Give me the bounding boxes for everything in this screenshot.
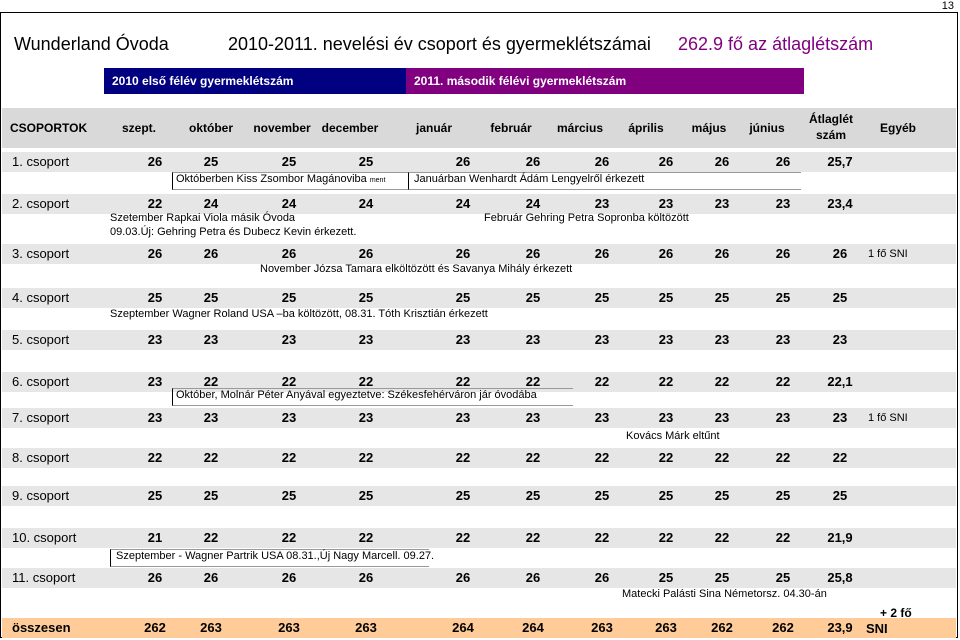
row-label: 5. csoport bbox=[12, 332, 70, 347]
row-average: 23,4 bbox=[827, 196, 853, 211]
row-value: 26 bbox=[594, 246, 610, 261]
row-value: 26 bbox=[147, 246, 163, 261]
band-second-semester: 2011. második félévi gyermeklétszám bbox=[406, 68, 804, 94]
totals-value: 264 bbox=[452, 620, 474, 635]
row-value: 23 bbox=[714, 410, 730, 425]
totals-row bbox=[2, 618, 956, 638]
row-value: 25 bbox=[281, 154, 297, 169]
row-value: 26 bbox=[203, 570, 219, 585]
table-row bbox=[2, 152, 956, 172]
row-value: 25 bbox=[455, 488, 471, 503]
row-value: 23 bbox=[594, 332, 610, 347]
row-value: 26 bbox=[358, 570, 374, 585]
row-value: 22 bbox=[281, 374, 297, 389]
table-row bbox=[2, 244, 956, 264]
row-value: 25 bbox=[525, 488, 541, 503]
row-value: 24 bbox=[203, 196, 219, 211]
row-value: 22 bbox=[525, 530, 541, 545]
row-label: 10. csoport bbox=[12, 530, 77, 545]
row-value: 22 bbox=[281, 450, 297, 465]
row-value: 26 bbox=[147, 154, 163, 169]
header-month: november bbox=[253, 121, 311, 135]
table-row bbox=[2, 568, 956, 588]
row-value: 22 bbox=[281, 530, 297, 545]
row-average: 21,9 bbox=[827, 530, 853, 545]
row-value: 25 bbox=[203, 488, 219, 503]
table-row bbox=[2, 408, 956, 428]
row-value: 25 bbox=[147, 488, 163, 503]
header-month: szept. bbox=[121, 121, 157, 135]
row-value: 23 bbox=[203, 332, 219, 347]
row-value: 22 bbox=[658, 530, 674, 545]
header-month: május bbox=[691, 121, 727, 135]
row-average: 25 bbox=[832, 488, 848, 503]
row-value: 25 bbox=[714, 570, 730, 585]
row-value: 23 bbox=[147, 374, 163, 389]
totals-value: 262 bbox=[711, 620, 733, 635]
row-average: 23 bbox=[832, 332, 848, 347]
row-value: 22 bbox=[594, 450, 610, 465]
note-row1-left bbox=[176, 173, 385, 185]
row-label: 3. csoport bbox=[12, 246, 70, 261]
totals-value: 264 bbox=[522, 620, 544, 635]
row-value: 26 bbox=[658, 246, 674, 261]
row-value: 24 bbox=[455, 196, 471, 211]
row-value: 25 bbox=[358, 488, 374, 503]
row-value: 23 bbox=[281, 410, 297, 425]
row-value: 23 bbox=[775, 196, 791, 211]
row-label: 8. csoport bbox=[12, 450, 70, 465]
row-value: 23 bbox=[594, 410, 610, 425]
row-value: 26 bbox=[594, 570, 610, 585]
band-first-semester: 2010 első félév gyermeklétszám bbox=[104, 68, 406, 94]
row-value: 26 bbox=[281, 570, 297, 585]
row-value: 25 bbox=[775, 488, 791, 503]
row-value: 25 bbox=[147, 290, 163, 305]
totals-value: 263 bbox=[200, 620, 222, 635]
row-value: 26 bbox=[525, 246, 541, 261]
row-value: 25 bbox=[358, 290, 374, 305]
row-value: 24 bbox=[525, 196, 541, 211]
row-average: 26 bbox=[832, 246, 848, 261]
totals-average: 23,9 bbox=[827, 620, 853, 635]
note-row1-left-text: Októberben Kiss Zsombor Magánoviba bbox=[176, 173, 367, 185]
table-row bbox=[2, 486, 956, 506]
row-average: 25 bbox=[832, 290, 848, 305]
row-value: 26 bbox=[714, 246, 730, 261]
row-value: 22 bbox=[358, 450, 374, 465]
note-row7: Kovács Márk eltűnt bbox=[626, 430, 720, 442]
note-row1-left-small: ment bbox=[369, 177, 386, 184]
header-average-line1: Átlaglét bbox=[808, 112, 854, 126]
row-value: 22 bbox=[203, 374, 219, 389]
row-value: 23 bbox=[455, 332, 471, 347]
note-row2-second: 09.03.Új: Gehring Petra és Dubecz Kevin érkezett. bbox=[110, 226, 357, 238]
table-row bbox=[2, 448, 956, 468]
totals-value: 263 bbox=[355, 620, 377, 635]
row-value: 26 bbox=[525, 154, 541, 169]
row-value: 25 bbox=[714, 290, 730, 305]
page-number: 13 bbox=[941, 0, 954, 12]
row-value: 26 bbox=[455, 154, 471, 169]
row-value: 23 bbox=[358, 410, 374, 425]
row-value: 26 bbox=[455, 570, 471, 585]
row-value: 25 bbox=[455, 290, 471, 305]
note-row6: Október, Molnár Péter Anyával egyeztetve: Székesfehérváron jár óvodába bbox=[176, 389, 537, 401]
row-value: 22 bbox=[594, 374, 610, 389]
row-average: 25,7 bbox=[827, 154, 853, 169]
row-value: 22 bbox=[147, 196, 163, 211]
row-value: 23 bbox=[358, 332, 374, 347]
header-month: január bbox=[415, 121, 453, 135]
row-value: 22 bbox=[203, 450, 219, 465]
row-average: 22,1 bbox=[827, 374, 853, 389]
row-value: 22 bbox=[775, 374, 791, 389]
totals-other-line2: SNI bbox=[866, 621, 888, 636]
row-value: 25 bbox=[594, 488, 610, 503]
row-value: 22 bbox=[714, 530, 730, 545]
row-value: 22 bbox=[455, 374, 471, 389]
row-value: 26 bbox=[203, 246, 219, 261]
header-month: április bbox=[628, 121, 664, 135]
row-value: 26 bbox=[455, 246, 471, 261]
note-row4: Szeptember Wagner Roland USA –ba költözött, 08.31. Tóth Krisztián érkezett bbox=[110, 308, 488, 320]
row-value: 26 bbox=[775, 154, 791, 169]
note-row11: Matecki Palásti Sina Németorsz. 04.30-án bbox=[622, 588, 827, 600]
row-value: 22 bbox=[775, 530, 791, 545]
row-value: 23 bbox=[525, 410, 541, 425]
row-value: 26 bbox=[594, 154, 610, 169]
header-other: Egyéb bbox=[879, 121, 917, 135]
row-value: 22 bbox=[775, 450, 791, 465]
row-value: 26 bbox=[658, 154, 674, 169]
totals-value: 263 bbox=[591, 620, 613, 635]
row-value: 23 bbox=[658, 332, 674, 347]
row-value: 25 bbox=[281, 488, 297, 503]
row-value: 25 bbox=[525, 290, 541, 305]
row-value: 25 bbox=[358, 154, 374, 169]
row-value: 26 bbox=[358, 246, 374, 261]
row-value: 25 bbox=[658, 488, 674, 503]
row-other: 1 fő SNI bbox=[868, 412, 908, 424]
title-subject: 2010-2011. nevelési év csoport és gyermeklétszámai bbox=[228, 34, 651, 54]
header-month: október bbox=[188, 121, 234, 135]
row-value: 25 bbox=[775, 570, 791, 585]
row-value: 23 bbox=[714, 332, 730, 347]
header-month: február bbox=[490, 121, 532, 135]
header-month: december bbox=[321, 121, 379, 135]
row-label: 4. csoport bbox=[12, 290, 70, 305]
row-value: 21 bbox=[147, 530, 163, 545]
row-value: 23 bbox=[525, 332, 541, 347]
row-value: 23 bbox=[594, 196, 610, 211]
row-value: 25 bbox=[775, 290, 791, 305]
row-value: 23 bbox=[658, 410, 674, 425]
row-label: 1. csoport bbox=[12, 154, 70, 169]
row-label: 9. csoport bbox=[12, 488, 70, 503]
header-average-line2: szám bbox=[815, 128, 847, 142]
header-month: június bbox=[749, 121, 785, 135]
row-value: 22 bbox=[525, 450, 541, 465]
header-row bbox=[2, 108, 956, 148]
row-value: 22 bbox=[455, 450, 471, 465]
row-value: 23 bbox=[455, 410, 471, 425]
row-value: 22 bbox=[455, 530, 471, 545]
row-value: 26 bbox=[714, 154, 730, 169]
row-value: 23 bbox=[775, 332, 791, 347]
note-row10: Szeptember - Wagner Partrik USA 08.31.,Új Nagy Marcell. 09.27. bbox=[116, 550, 435, 562]
row-value: 23 bbox=[147, 410, 163, 425]
totals-value: 263 bbox=[278, 620, 300, 635]
row-average: 22 bbox=[832, 450, 848, 465]
row-value: 26 bbox=[281, 246, 297, 261]
table-row bbox=[2, 330, 956, 350]
row-value: 25 bbox=[658, 290, 674, 305]
row-value: 22 bbox=[714, 450, 730, 465]
row-value: 22 bbox=[525, 374, 541, 389]
totals-other-line1: + 2 fő bbox=[880, 606, 912, 620]
row-label: 11. csoport bbox=[12, 570, 76, 585]
totals-value: 263 bbox=[655, 620, 677, 635]
row-value: 26 bbox=[775, 246, 791, 261]
row-value: 22 bbox=[358, 530, 374, 545]
row-value: 25 bbox=[281, 290, 297, 305]
row-value: 25 bbox=[658, 570, 674, 585]
row-value: 26 bbox=[147, 570, 163, 585]
header-groups: CSOPORTOK bbox=[10, 121, 88, 135]
row-value: 22 bbox=[714, 374, 730, 389]
totals-label: összesen bbox=[12, 620, 71, 635]
row-other: 1 fő SNI bbox=[868, 248, 908, 260]
note-row2-right: Február Gehring Petra Sopronba költözött bbox=[484, 212, 689, 224]
row-label: 6. csoport bbox=[12, 374, 70, 389]
row-value: 22 bbox=[358, 374, 374, 389]
title-average: 262.9 fő az átlaglétszám bbox=[678, 34, 874, 54]
row-value: 24 bbox=[358, 196, 374, 211]
row-label: 7. csoport bbox=[12, 410, 70, 425]
header-month: március bbox=[556, 121, 604, 135]
row-value: 26 bbox=[525, 570, 541, 585]
row-average: 23 bbox=[832, 410, 848, 425]
row-value: 23 bbox=[147, 332, 163, 347]
row-average: 25,8 bbox=[827, 570, 853, 585]
table-row bbox=[2, 194, 956, 214]
row-value: 22 bbox=[203, 530, 219, 545]
row-value: 22 bbox=[594, 530, 610, 545]
note-row3: November Józsa Tamara elköltözött és Savanya Mihály érkezett bbox=[260, 263, 573, 275]
table-row bbox=[2, 528, 956, 548]
row-value: 23 bbox=[775, 410, 791, 425]
row-value: 23 bbox=[203, 410, 219, 425]
table-row bbox=[2, 288, 956, 308]
row-value: 24 bbox=[281, 196, 297, 211]
row-label: 2. csoport bbox=[12, 196, 70, 211]
row-value: 23 bbox=[281, 332, 297, 347]
note-row1-right: Januárban Wenhardt Ádám Lengyelről érkezett bbox=[414, 173, 645, 185]
row-value: 25 bbox=[203, 154, 219, 169]
row-value: 25 bbox=[714, 488, 730, 503]
row-value: 25 bbox=[203, 290, 219, 305]
row-value: 23 bbox=[658, 196, 674, 211]
row-value: 22 bbox=[658, 374, 674, 389]
row-value: 22 bbox=[658, 450, 674, 465]
totals-value: 262 bbox=[144, 620, 166, 635]
row-value: 22 bbox=[147, 450, 163, 465]
row-value: 25 bbox=[594, 290, 610, 305]
note-row2-left: Szetember Rapkai Viola másik Óvoda bbox=[110, 212, 296, 224]
totals-value: 262 bbox=[772, 620, 794, 635]
row-value: 23 bbox=[714, 196, 730, 211]
title-institution: Wunderland Óvoda bbox=[14, 34, 169, 54]
